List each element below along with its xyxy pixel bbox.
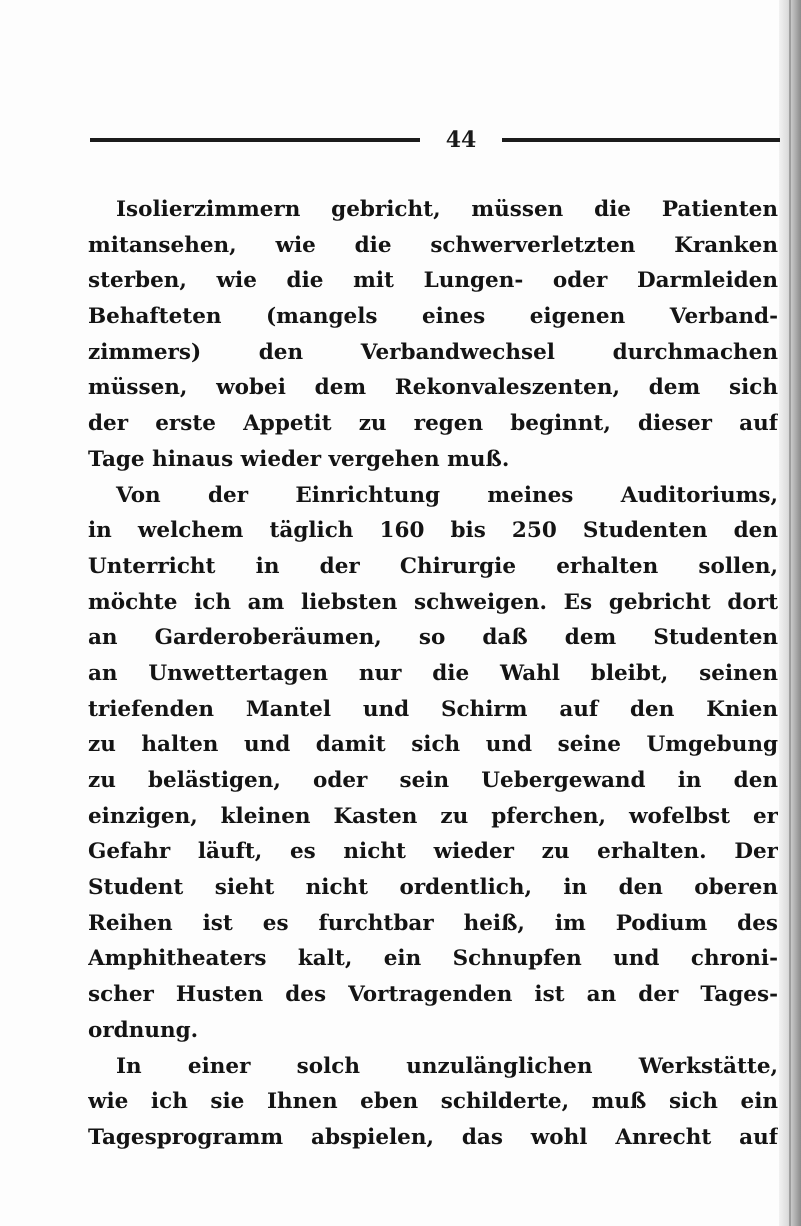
text-line: Isolierzimmern gebricht, müssen die Patienten [116, 197, 778, 222]
text-line: der erste Appetit zu regen beginnt, dieser auf [88, 411, 778, 437]
text-line: Tage hinaus wieder vergehen muß. [88, 446, 510, 472]
text-line: wie ich sie Ihnen eben schilderte, muß sich ein [88, 1089, 778, 1115]
page-edge-line [789, 0, 791, 1226]
page-number: 44 [445, 127, 477, 153]
text-line: Student sieht nicht ordentlich, in den oberen [88, 875, 778, 901]
text-line: In einer solch unzulänglichen Werkstätte, [116, 1053, 778, 1079]
text-line: Amphitheaters kalt, ein Schnupfen und chroni- [88, 946, 778, 972]
text-line: Behafteten (mangels eines eigenen Verband- [88, 304, 778, 330]
text-line: Tagesprogramm abspielen, das wohl Anrecht auf [88, 1124, 778, 1150]
page-header [90, 126, 780, 156]
text-line: möchte ich am liebsten schweigen. Es gebricht dort [88, 589, 778, 615]
text-line: in welchem täglich 160 bis 250 Studenten den [88, 518, 778, 544]
text-line: an Unwettertagen nur die Wahl bleibt, seinen [88, 660, 778, 686]
text-line: Von der Einrichtung meines Auditoriums, [116, 482, 778, 508]
text-line: an Garderoberäumen, so daß dem Studenten [88, 625, 778, 651]
text-line: einzigen, kleinen Kasten zu pferchen, wofelbst er [88, 803, 778, 829]
header-rule-right [502, 138, 780, 142]
text-line: Reihen ist es furchtbar heiß, im Podium des [88, 910, 778, 936]
text-line: zimmers) den Verbandwechsel durchmachen [88, 339, 778, 365]
text-line: zu belästigen, oder sein Uebergewand in den [88, 768, 778, 793]
text-line: ordnung. [88, 1017, 199, 1043]
text-line: Gefahr läuft, es nicht wieder zu erhalten. Der [88, 839, 778, 865]
text-line: zu halten und damit sich und seine Umgebung [88, 732, 778, 758]
text-line: müssen, wobei dem Rekonvaleszenten, dem sich [88, 375, 778, 401]
text-line: scher Husten des Vortragenden ist an der Tages- [88, 982, 778, 1008]
text-line: Unterricht in der Chirurgie erhalten sollen, [88, 553, 778, 579]
text-line: triefenden Mantel und Schirm auf den Knien [88, 696, 778, 722]
header-rule-left [90, 138, 420, 142]
body-text [88, 192, 778, 1156]
text-line: sterben, wie die mit Lungen- oder Darmleiden [88, 268, 778, 294]
text-line: mitansehen, wie die schwerverletzten Kranken [88, 232, 778, 258]
